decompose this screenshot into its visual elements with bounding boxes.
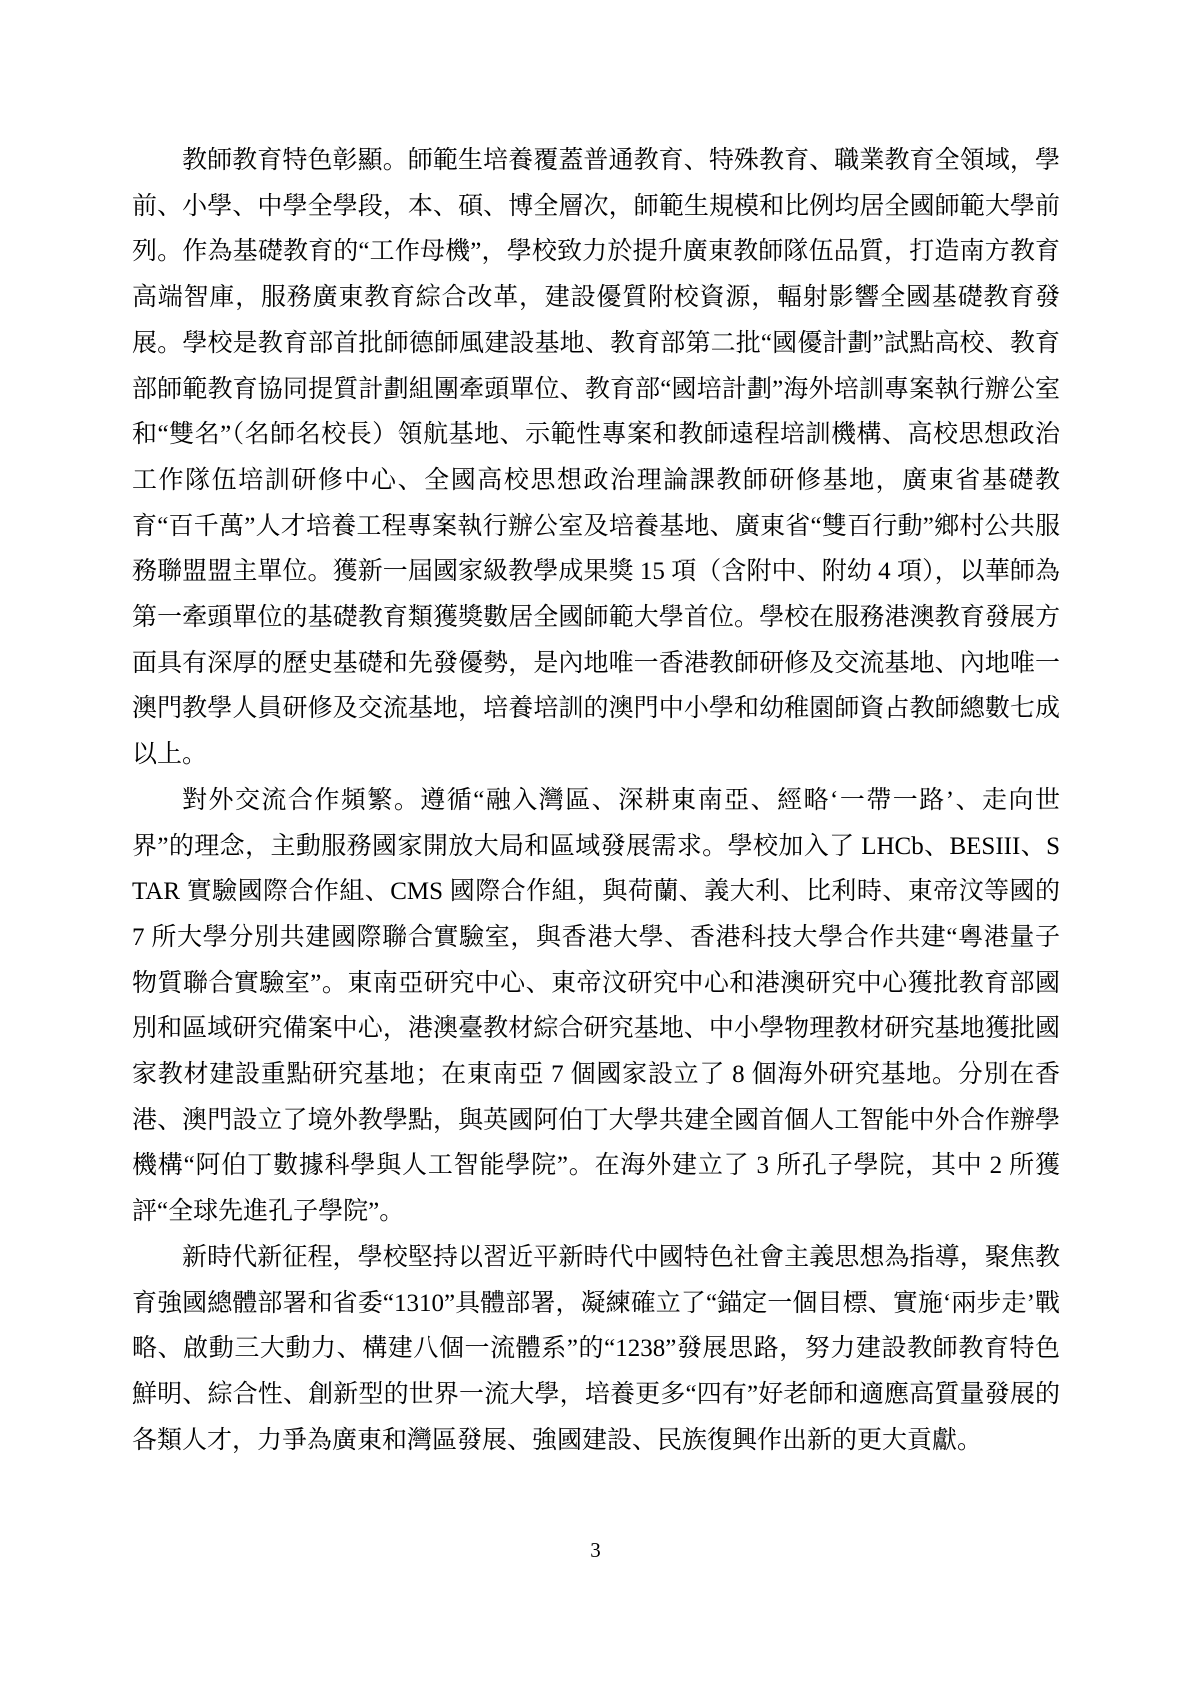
paragraph-new-era-goals: 新時代新征程，學校堅持以習近平新時代中國特色社會主義思想為指導，聚焦教育強國總體部署和省委“1310”具體部署，凝練確立了“錨定一個目標、實施‘兩步走’戰略、啟動三大動力、構建八個一流體系”的“1238”發展思路，努力建設教師教育特色鮮明、綜合性、創新型的世界一流大學，培養更多“四有”好老師和適應高質量發展的各類人才，力爭為廣東和灣區發展、強國建設、民族復興作出新的更大貢獻。 bbox=[132, 1243, 1060, 1454]
page-number: 3 bbox=[590, 1538, 601, 1562]
document-body bbox=[132, 138, 1060, 1463]
paragraph-teacher-education-features: 教師教育特色彰顯。師範生培養覆蓋普通教育、特殊教育、職業教育全領域，學前、小學、中學全學段，本、碩、博全層次，師範生規模和比例均居全國師範大學前列。作為基礎教育的“工作母機”，學校致力於提升廣東教師隊伍品質，打造南方教育高端智庫，服務廣東教育綜合改革，建設優質附校資源，輻射影響全國基礎教育發展。學校是教育部首批師德師風建設基地、教育部第二批“國優計劃”試點高校、教育部師範教育協同提質計劃組團牽頭單位、教育部“國培計劃”海外培訓專案執行辦公室和“雙名”（名師名校長）領航基地、示範性專案和教師遠程培訓機構、高校思想政治工作隊伍培訓研修中心、全國高校思想政治理論課教師研修基地，廣東省基礎教育“百千萬”人才培養工程專案執行辦公室及培養基地、廣東省“雙百行動”鄉村公共服務聯盟盟主單位。獲新一屆國家級教學成果獎 15 項（含附中、附幼 4 項），以華師為第一牽頭單位的基礎教育類獲獎數居全國師範大學首位。學校在服務港澳教育發展方面具有深厚的歷史基礎和先發優勢，是內地唯一香港教師研修及交流基地、內地唯一澳門教學人員研修及交流基地，培養培訓的澳門中小學和幼稚園師資占教師總數七成以上。 bbox=[132, 147, 1060, 769]
paragraph-international-exchange: 對外交流合作頻繁。遵循“融入灣區、深耕東南亞、經略‘一帶一路’、走向世界”的理念，主動服務國家開放大局和區域發展需求。學校加入了 LHCb、BESIII、STAR 實驗國際合作組、CMS 國際合作組，與荷蘭、義大利、比利時、東帝汶等國的 7 所大學分別共建國際聯合實驗室，與香港大學、香港科技大學合作共建“粵港量子物質聯合實驗室”。東南亞研究中心、東帝汶研究中心和港澳研究中心獲批教育部國別和區域研究備案中心，港澳臺教材綜合研究基地、中小學物理教材研究基地獲批國家教材建設重點研究基地；在東南亞 7 個國家設立了 8 個海外研究基地。分別在香港、澳門設立了境外教學點，與英國阿伯丁大學共建全國首個人工智能中外合作辦學機構“阿伯丁數據科學與人工智能學院”。在海外建立了 3 所孔子學院，其中 2 所獲評“全球先進孔子學院”。 bbox=[132, 786, 1060, 1226]
